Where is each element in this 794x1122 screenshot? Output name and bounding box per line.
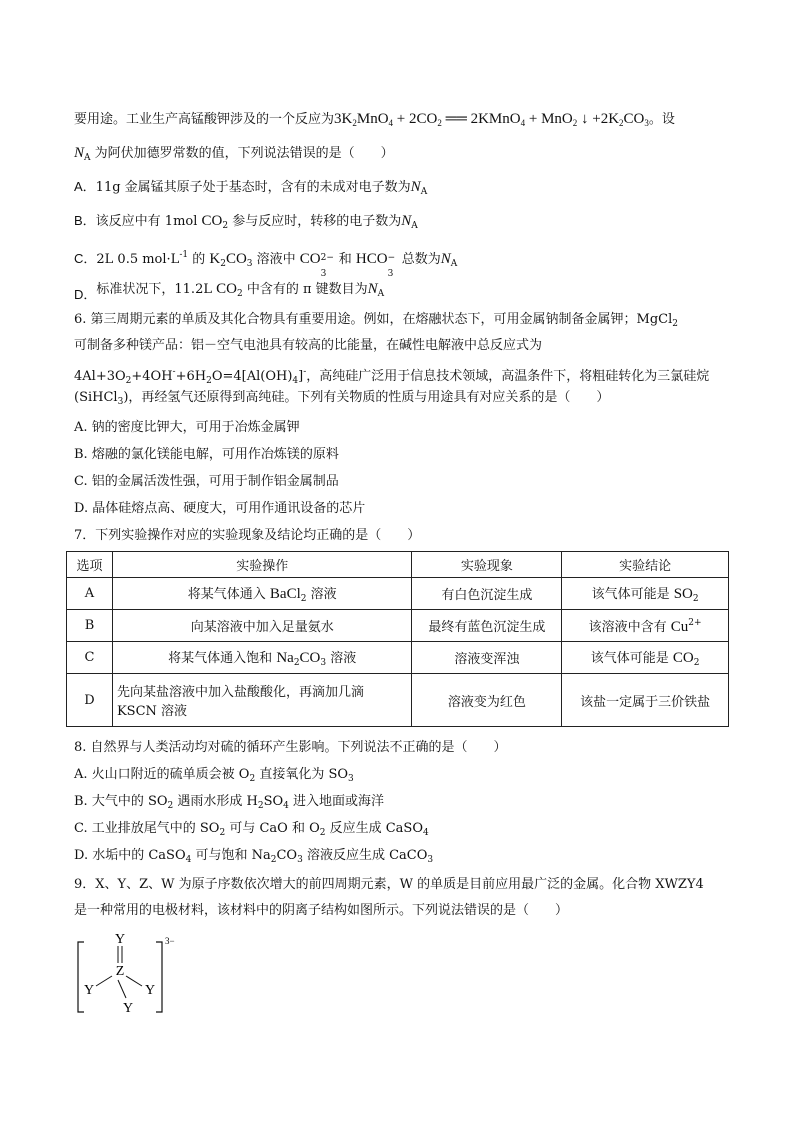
q5-option-a: A．11g 金属锰其原子处于基态时，含有的未成对电子数为$N_A$ <box>74 179 428 197</box>
q9-stem-line1: 9．X、Y、Z、W 为原子序数依次增大的前四周期元素，W 的单质是目前应用最广泛的金属。化合物 XWZY4 <box>74 877 704 892</box>
q5-equation: $3K_2MnO_4 + 2CO_2$ ══ 2KMnO$_4$ + MnO$_2$ ↓ $+2K_2CO_3$ <box>334 111 649 128</box>
table-row <box>67 578 729 610</box>
header-phenomenon: 实验现象 <box>412 552 562 578</box>
q6-stem-line2: 可制备多种镁产品：铝－空气电池具有较高的比能量，在碱性电解液中总反应式为 <box>74 338 543 353</box>
row-phenomenon: 最终有蓝色沉淀生成 <box>412 610 562 642</box>
q6-option-d: D. 晶体硅熔点高、硬度大，可用作通讯设备的芯片 <box>74 501 366 516</box>
q6-stem-line4: (SiHCl$_3$)，再经氢气还原得到高纯硅。下列有关物质的性质与用途具有对应关系的是（ ） <box>74 390 610 407</box>
q9-stem-line2: 是一种常用的电极材料，该材料中的阴离子结构如图所示。下列说法错误的是（ ） <box>74 903 569 918</box>
header-option: 选项 <box>67 552 113 578</box>
q8-option-b: B. 大气中的 $SO_2$ 遇雨水形成 $H_2SO_4$ 进入地面或海洋 <box>74 794 385 811</box>
header-conclusion: 实验结论 <box>562 552 729 578</box>
row-option: A <box>67 578 113 610</box>
q8-option-a: A. 火山口附近的硫单质会被 $O_2$ 直接氧化为 $SO_3$ <box>74 767 354 784</box>
row-operation: 向某溶液中加入足量氨水 <box>112 610 412 642</box>
q5-option-c: C．2L 0.5 $mol\cdot L^{-1}$ 的 $K_2CO_3$ 溶液中 CO 2− 3 和 HCO − 3 总数为$N_A$ <box>74 250 458 279</box>
bond-right <box>126 976 142 986</box>
row-conclusion: 该气体可能是 $CO_2$ <box>562 642 729 674</box>
q7-experiment-table <box>66 551 729 727</box>
ion-charge: 3− <box>165 936 175 946</box>
atom-y-bottom: Y <box>122 1001 134 1016</box>
table-row <box>67 642 729 674</box>
right-bracket <box>156 942 162 1012</box>
atom-z-center: Z <box>115 964 125 979</box>
atom-y-left: Y <box>83 983 95 998</box>
row-phenomenon: 溶液变浑浊 <box>412 642 562 674</box>
table-row <box>67 674 729 727</box>
q8-stem: 8. 自然界与人类活动均对硫的循环产生影响。下列说法不正确的是（ ） <box>74 740 507 755</box>
row-phenomenon: 溶液变为红色 <box>412 674 562 727</box>
bond-bottom <box>118 980 126 998</box>
table-header-row <box>67 552 729 578</box>
bond-left <box>96 976 112 986</box>
row-conclusion: 该盐一定属于三价铁盐 <box>562 674 729 727</box>
atom-y-top: Y <box>114 932 126 947</box>
row-option: D <box>67 674 113 727</box>
atom-y-right: Y <box>144 983 156 998</box>
anion-structure-diagram <box>74 928 184 1020</box>
row-phenomenon: 有白色沉淀生成 <box>412 578 562 610</box>
q8-option-d: D. 水垢中的 CaSO$_4$ 可与饱和 $Na_2CO_3$ 溶液反应生成 CaCO$_3$ <box>74 848 434 865</box>
q6-option-c: C. 铝的金属活泼性强，可用于制作铝金属制品 <box>74 474 339 489</box>
row-operation: 先向某盐溶液中加入盐酸酸化，再滴加几滴 KSCN 溶液 <box>112 674 412 727</box>
row-operation: 将某气体通入 BaCl$_2$ 溶液 <box>112 578 412 610</box>
q5-stem-line1: 要用途。工业生产高锰酸钾涉及的一个反应为$3K_2MnO_4 + 2CO_2$ ══ 2KMnO$_4$ + MnO$_2$ ↓ $+2K_2CO_3$。设 <box>74 111 675 128</box>
q6-stem-line3: $4Al+3O_2+4OH^-+6H_2O=4[Al(OH)_4]^-$，高纯硅广泛用于信息技术领域，高温条件下，将粗硅转化为三氯硅烷 <box>74 367 710 386</box>
header-operation: 实验操作 <box>112 552 412 578</box>
row-conclusion: 该溶液中含有 $Cu^{2+}$ <box>562 610 729 642</box>
q8-option-c: C. 工业排放尾气中的 $SO_2$ 可与 CaO 和 $O_2$ 反应生成 CaSO$_4$ <box>74 821 429 838</box>
q5-stem-line2: $N_A$ 为阿伏加德罗常数的值，下列说法错误的是（ ） <box>74 145 394 163</box>
row-conclusion: 该气体可能是 $SO_2$ <box>562 578 729 610</box>
table-row <box>67 610 729 642</box>
row-operation: 将某气体通入饱和 $Na_2CO_3$ 溶液 <box>112 642 412 674</box>
q5-option-b: B．该反应中有 1mol $CO_2$ 参与反应时，转移的电子数为$N_A$ <box>74 213 418 231</box>
q6-option-a: A. 钠的密度比钾大，可用于冶炼金属钾 <box>74 420 300 435</box>
q5-option-d: D．标准状况下，11.2L $CO_2$ 中含有的 π 键数目为$N_A$ <box>74 281 385 302</box>
q7-stem: 7．下列实验操作对应的实验现象及结论均正确的是（ ） <box>74 528 421 543</box>
q6-stem-line1: 6. 第三周期元素的单质及其化合物具有重要用途。例如，在熔融状态下，可用金属钠制备金属钾；MgCl$_2$ <box>74 312 679 329</box>
row-option: B <box>67 610 113 642</box>
left-bracket <box>78 942 84 1012</box>
row-option: C <box>67 642 113 674</box>
q6-option-b: B. 熔融的氯化镁能电解，可用作冶炼镁的原料 <box>74 447 339 462</box>
